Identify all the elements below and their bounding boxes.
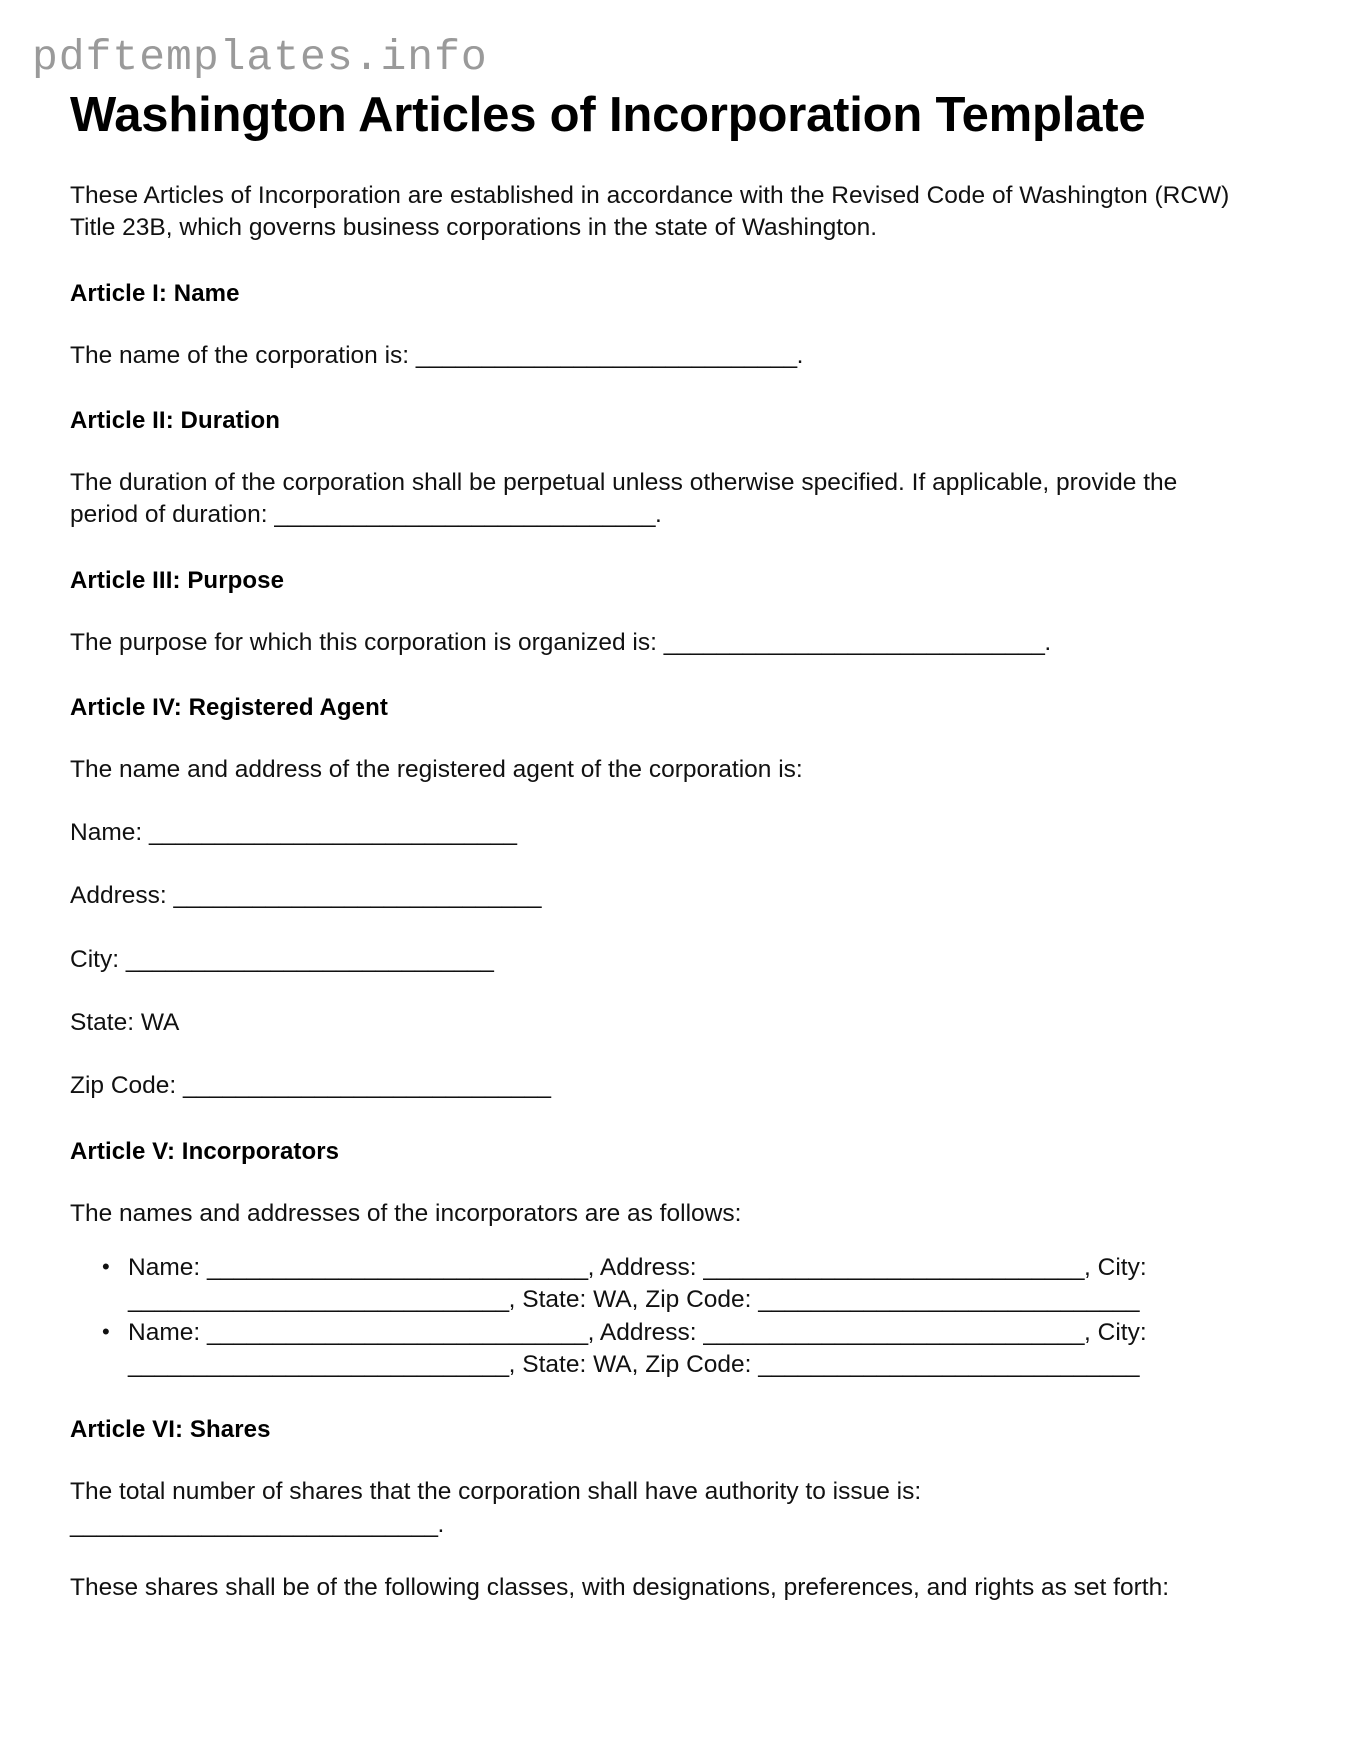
registered-agent-zip-label: Zip Code:	[70, 1072, 184, 1100]
article-5-intro: The names and addresses of the incorporators are as follows:	[70, 1199, 742, 1227]
registered-agent-name-field	[70, 817, 1235, 849]
intro-paragraph: These Articles of Incorporation are established in accordance with the Revised Code of Washington (RCW) Title 23B, which governs business corporations in the state of Washington.	[70, 181, 1230, 242]
registered-agent-city-label: City:	[70, 945, 126, 973]
incorporator-1-name-label: Name:	[128, 1254, 207, 1282]
incorporator-2-address-label: , Address:	[587, 1318, 704, 1346]
list-item	[128, 1252, 1235, 1317]
incorporator-1-city-label: , City:	[1084, 1254, 1147, 1282]
article-4-heading: Article IV: Registered Agent	[70, 693, 388, 721]
article-6-label: The total number of shares that the corporation shall have authority to issue is:	[70, 1478, 922, 1506]
incorporator-1-address-blank[interactable]: _____________________________	[703, 1254, 1085, 1282]
article-1-heading: Article I: Name	[70, 279, 240, 307]
article-6-blank[interactable]: ____________________________	[70, 1510, 438, 1538]
page-title: Washington Articles of Incorporation Template	[70, 88, 1146, 142]
incorporator-1-city-blank[interactable]: _____________________________	[128, 1286, 509, 1314]
article-2-label: The duration of the corporation shall be perpetual unless otherwise specified. If applicable, provide the period of duration:	[70, 468, 1178, 529]
incorporator-2-city-label: , City:	[1084, 1318, 1147, 1346]
article-1-period: .	[796, 341, 804, 369]
incorporator-2-state-zip-label: , State: WA, Zip Code:	[508, 1351, 759, 1379]
document-content	[70, 88, 1235, 1604]
article-3-period: .	[1044, 628, 1052, 656]
article-2-blank[interactable]: _____________________________	[274, 501, 655, 529]
registered-agent-zip-field	[70, 1070, 1235, 1102]
registered-agent-name-label: Name:	[70, 819, 149, 847]
article-4-intro: The name and address of the registered agent of the corporation is:	[70, 755, 803, 783]
registered-agent-address-field	[70, 880, 1235, 912]
article-5-heading: Article V: Incorporators	[70, 1137, 340, 1165]
article-6-closing-text: These shares shall be of the following classes, with designations, preferences, and rights as set forth:	[70, 1574, 1170, 1602]
registered-agent-city-blank[interactable]: ____________________________	[125, 945, 494, 973]
registered-agent-zip-blank[interactable]: ____________________________	[183, 1072, 551, 1100]
article-1-label: The name of the corporation is:	[70, 341, 416, 369]
incorporators-list	[70, 1252, 1235, 1381]
registered-agent-city-field	[70, 944, 1235, 976]
article-3-label: The purpose for which this corporation is organized is:	[70, 628, 664, 656]
incorporator-2-name-blank[interactable]: _____________________________	[206, 1318, 588, 1346]
incorporator-1-state-zip-label: , State: WA, Zip Code:	[508, 1286, 759, 1314]
article-6-heading: Article VI: Shares	[70, 1416, 271, 1444]
registered-agent-name-blank[interactable]: ____________________________	[148, 819, 517, 847]
incorporator-2-zip-blank[interactable]: _____________________________	[758, 1351, 1139, 1379]
article-1-name-line	[70, 340, 1235, 372]
article-3-heading: Article III: Purpose	[70, 566, 285, 594]
article-2-heading: Article II: Duration	[70, 406, 281, 434]
article-3-purpose-line	[70, 627, 1235, 659]
article-2-period: .	[654, 501, 662, 529]
incorporator-2-address-blank[interactable]: _____________________________	[703, 1318, 1085, 1346]
registered-agent-state-value: WA	[140, 1009, 180, 1037]
registered-agent-state-label: State:	[70, 1009, 141, 1037]
article-3-blank[interactable]: _____________________________	[663, 628, 1045, 656]
article-2-duration-line	[70, 467, 1235, 532]
incorporator-2-city-blank[interactable]: _____________________________	[128, 1351, 509, 1379]
watermark-label: pdftemplates.info	[32, 33, 488, 82]
article-1-blank[interactable]: _____________________________	[415, 341, 797, 369]
registered-agent-address-label: Address:	[70, 882, 174, 910]
article-6-shares-line	[70, 1476, 1235, 1541]
registered-agent-state-field	[70, 1007, 1235, 1039]
list-item	[128, 1317, 1235, 1382]
article-6-period: .	[437, 1510, 445, 1538]
incorporator-1-address-label: , Address:	[587, 1254, 704, 1282]
incorporator-2-name-label: Name:	[128, 1318, 207, 1346]
registered-agent-address-blank[interactable]: ____________________________	[173, 882, 542, 910]
incorporator-1-name-blank[interactable]: _____________________________	[206, 1254, 588, 1282]
incorporator-1-zip-blank[interactable]: _____________________________	[758, 1286, 1139, 1314]
